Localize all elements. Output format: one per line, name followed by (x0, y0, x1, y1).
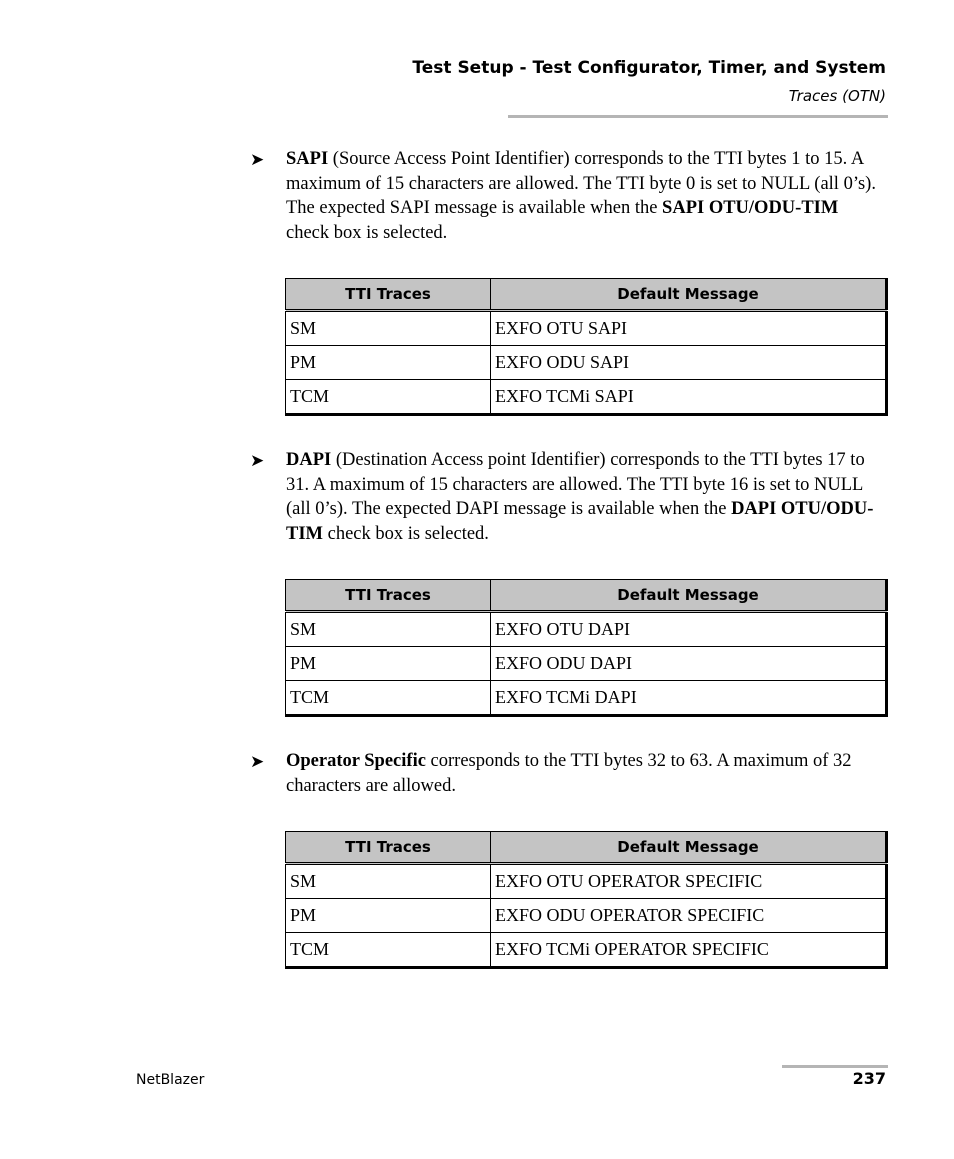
term-dapi: DAPI (286, 450, 332, 470)
table-cell: SM (286, 612, 491, 647)
checkbox-label: SAPI OTU/ODU-TIM (662, 198, 839, 218)
column-header: Default Message (491, 279, 887, 311)
table-cell: SM (286, 864, 491, 899)
sapi-table (285, 278, 888, 416)
column-header: TTI Traces (286, 279, 491, 311)
table-cell: EXFO TCMi OPERATOR SPECIFIC (491, 933, 887, 968)
bullet-arrow: ➤ (250, 451, 265, 470)
table-cell: TCM (286, 933, 491, 968)
table-row (286, 346, 887, 380)
column-header: TTI Traces (286, 832, 491, 864)
table-cell: EXFO TCMi DAPI (491, 681, 887, 716)
bullet-arrow: ➤ (250, 150, 265, 169)
bullet-dapi (286, 448, 886, 546)
bullet-operator-specific (286, 749, 886, 798)
table-row (286, 681, 887, 716)
table-cell: EXFO OTU OPERATOR SPECIFIC (491, 864, 887, 899)
bullet-text: (Source Access Point Identifier) corresponds to the TTI bytes 1 to 15. A maximum of 15 characters are allowed. The TTI byte 0 is set to NULL (all 0’s). The expected SAPI message is available when the (286, 149, 876, 218)
table-row (286, 311, 887, 346)
term-operator-specific: Operator Specific (286, 751, 426, 771)
bullet-text: corresponds to the TTI bytes 32 to 63. A maximum of 32 characters are allowed. (286, 751, 852, 796)
header-subtitle: Traces (OTN) (788, 87, 886, 105)
table-cell: EXFO OTU DAPI (491, 612, 887, 647)
table-cell: PM (286, 647, 491, 681)
bullet-sapi (286, 147, 886, 245)
operator-specific-table (285, 831, 888, 969)
table-cell: EXFO ODU SAPI (491, 346, 887, 380)
table-cell: EXFO ODU OPERATOR SPECIFIC (491, 899, 887, 933)
column-header: Default Message (491, 832, 887, 864)
dapi-table (285, 579, 888, 717)
term-sapi: SAPI (286, 149, 329, 169)
header-rule (508, 115, 888, 118)
footer-rule (782, 1065, 888, 1068)
table-header-row (286, 279, 887, 311)
table-header-row (286, 580, 887, 612)
table-cell: TCM (286, 380, 491, 415)
bullet-text: check box is selected. (286, 222, 448, 243)
table-row (286, 380, 887, 415)
table-cell: EXFO OTU SAPI (491, 311, 887, 346)
header-title: Test Setup - Test Configurator, Timer, and System (412, 58, 886, 78)
table-cell: TCM (286, 681, 491, 716)
table-cell: PM (286, 899, 491, 933)
table-cell: SM (286, 311, 491, 346)
table-row (286, 864, 887, 899)
table-row (286, 933, 887, 968)
bullet-text: check box is selected. (323, 523, 489, 544)
table-row (286, 612, 887, 647)
table-cell: EXFO ODU DAPI (491, 647, 887, 681)
table-cell: EXFO TCMi SAPI (491, 380, 887, 415)
table-header-row (286, 832, 887, 864)
column-header: Default Message (491, 580, 887, 612)
bullet-text: (Destination Access point Identifier) corresponds to the TTI bytes 17 to 31. A maximum of 15 characters are allowed. The TTI byte 16 is set to NULL (all 0’s). The expected DAPI message is available when the (286, 450, 865, 519)
table-row (286, 899, 887, 933)
column-header: TTI Traces (286, 580, 491, 612)
bullet-arrow: ➤ (250, 752, 265, 771)
checkbox-label: DAPI OTU/ODU-TIM (286, 499, 874, 544)
table-row (286, 647, 887, 681)
table-cell: PM (286, 346, 491, 380)
footer-product: NetBlazer (136, 1072, 205, 1088)
page-number: 237 (852, 1069, 886, 1088)
